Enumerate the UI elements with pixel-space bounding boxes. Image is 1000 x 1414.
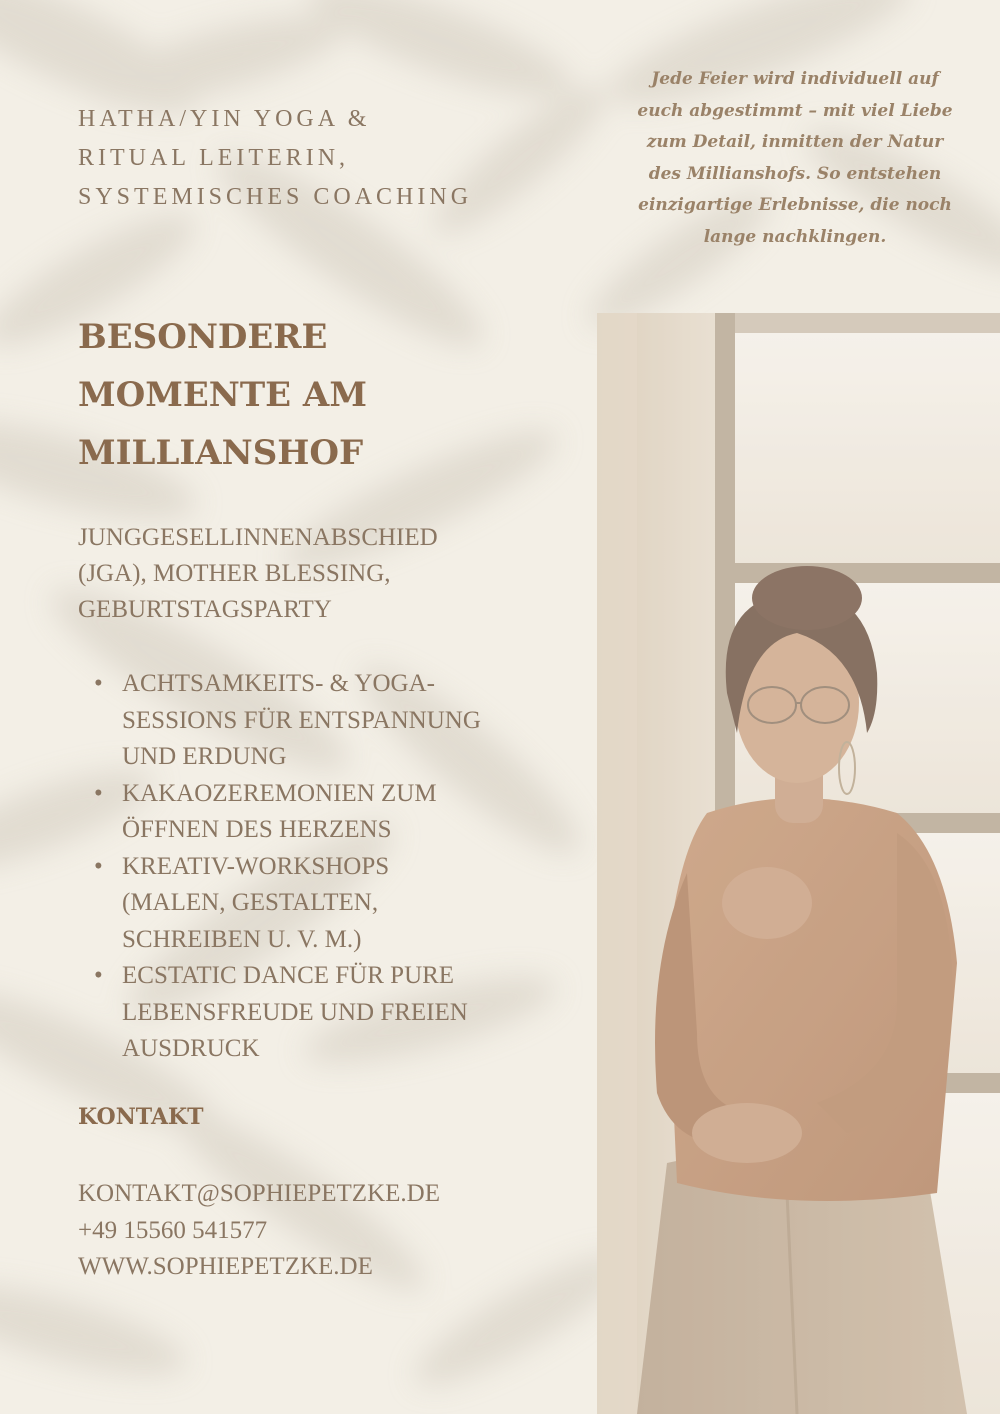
list-item-line: KAKAOZEREMONIEN ZUM: [122, 779, 437, 807]
title-line: MOMENTE AM: [78, 375, 367, 415]
bullet-icon: •: [94, 779, 103, 807]
bullet-icon: •: [94, 852, 103, 880]
subtitle-line: HATHA/YIN YOGA &: [78, 106, 371, 132]
event-types-line: JUNGGESELLINNENABSCHIED: [78, 524, 438, 551]
profession-subtitle: [78, 100, 538, 217]
contact-email-link[interactable]: KONTAKT@SOPHIEPETZKE.DE: [78, 1180, 440, 1207]
list-item: [78, 666, 588, 776]
list-item-line: SESSIONS FÜR ENTSPANNUNG: [122, 706, 481, 734]
woman-at-window-photo: [597, 313, 1000, 1414]
offer-list: [78, 666, 588, 1068]
contact-phone-link[interactable]: +49 15560 541577: [78, 1216, 268, 1244]
list-item: [78, 849, 588, 959]
quote-line: zum Detail, inmitten der Natur: [646, 132, 944, 152]
list-item: [78, 776, 588, 849]
quote-line: einzigartige Erlebnisse, die noch: [638, 195, 952, 215]
quote-line: euch abgestimmt – mit viel Liebe: [637, 100, 953, 121]
list-item: [78, 958, 588, 1068]
list-item-line: ÖFFNEN DES HERZENS: [122, 816, 392, 843]
intro-quote: [610, 64, 980, 253]
list-item-line: KREATIV-WORKSHOPS: [122, 852, 390, 880]
quote-line: des Millianshofs. So entstehen: [648, 163, 942, 184]
bullet-icon: •: [94, 670, 103, 697]
contact-details: [78, 1176, 558, 1286]
title-line: MILLIANSHOF: [78, 433, 364, 473]
event-types-line: GEBURTSTAGSPARTY: [78, 596, 332, 623]
subtitle-line: RITUAL LEITERIN,: [78, 145, 350, 171]
list-item-line: LEBENSFREUDE UND FREIEN: [122, 998, 468, 1026]
list-item-line: AUSDRUCK: [122, 1035, 260, 1062]
quote-line: lange nachklingen.: [703, 226, 887, 247]
title-line: BESONDERE: [78, 317, 328, 357]
list-item-line: ACHTSAMKEITS- & YOGA-: [122, 670, 435, 697]
event-types: [78, 520, 568, 628]
quote-line: Jede Feier wird individuell auf: [651, 69, 939, 89]
bullet-icon: •: [94, 962, 103, 989]
list-item-line: SCHREIBEN U. V. M.): [122, 925, 362, 953]
list-item-line: ECSTATIC DANCE FÜR PURE: [122, 962, 455, 989]
subtitle-line: SYSTEMISCHES COACHING: [78, 184, 473, 210]
list-item-line: (MALEN, GESTALTEN,: [122, 889, 379, 916]
contact-heading: KONTAKT: [78, 1104, 204, 1130]
contact-website-link[interactable]: WWW.SOPHIEPETZKE.DE: [78, 1253, 373, 1280]
event-types-line: (JGA), MOTHER BLESSING,: [78, 560, 391, 587]
page-title: [78, 308, 558, 482]
list-item-line: UND ERDUNG: [122, 743, 287, 770]
